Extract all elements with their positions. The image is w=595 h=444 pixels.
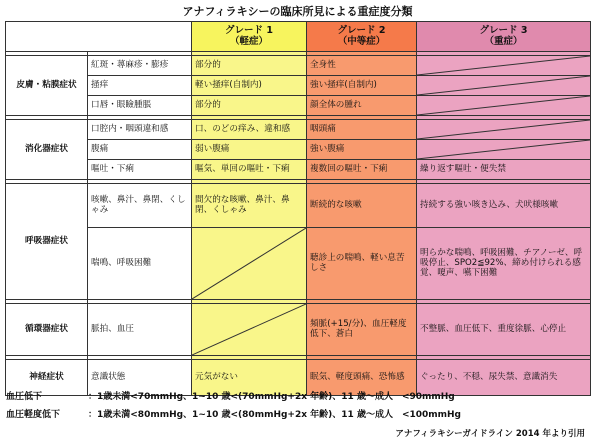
symptom-cell: 口腔内・咽頭違和感 xyxy=(88,119,192,139)
grade1-cell: 元気がない xyxy=(192,359,307,395)
table-row xyxy=(6,95,591,115)
header-row xyxy=(6,22,591,52)
grade1-cell: 部分的 xyxy=(192,95,307,115)
grade2-cell: 複数回の嘔吐・下痢 xyxy=(307,159,417,179)
grade1-cell: 口、のどの痒み、違和感 xyxy=(192,119,307,139)
severity-table xyxy=(5,21,591,396)
grade1-cell: 軽い掻痒(自制内) xyxy=(192,75,307,95)
empty-diagonal-cell xyxy=(417,55,591,75)
symptom-cell: 口唇・眼瞼腫脹 xyxy=(88,95,192,115)
table-row xyxy=(6,159,591,179)
grade1-cell: 嘔気、単回の嘔吐・下痢 xyxy=(192,159,307,179)
category-cell: 神経症状 xyxy=(6,359,88,395)
table-row xyxy=(6,227,591,299)
grade2-cell: 強い掻痒(自制内) xyxy=(307,75,417,95)
symptom-cell: 咳嗽、鼻汁、鼻閉、くしゃみ xyxy=(88,183,192,227)
grade3-cell: ぐったり、不穏、尿失禁、意識消失 xyxy=(417,359,591,395)
table-row xyxy=(6,139,591,159)
grade3-cell: 繰り返す嘔吐・便失禁 xyxy=(417,159,591,179)
bp-low-note xyxy=(6,389,455,402)
grade3-cell: 明らかな喘鳴、呼吸困難、チアノーゼ、呼吸停止、SPO2≦92%、締め付けられる感覚、嗄声、嚥下困難 xyxy=(417,227,591,299)
category-cell: 皮膚・粘膜症状 xyxy=(6,55,88,115)
empty-diagonal-cell xyxy=(417,95,591,115)
grade2-cell: 頻脈(+15/分)、血圧軽度低下、蒼白 xyxy=(307,303,417,355)
page-title: アナフィラキシーの臨床所見による重症度分類 xyxy=(182,5,413,18)
symptom-cell: 意識状態 xyxy=(88,359,192,395)
empty-diagonal-cell xyxy=(192,227,307,299)
table-row xyxy=(6,303,591,355)
category-cell: 呼吸器症状 xyxy=(6,183,88,299)
empty-diagonal-cell xyxy=(417,119,591,139)
symptom-cell: 喘鳴、呼吸困難 xyxy=(88,227,192,299)
source-citation: アナフィラキシーガイドライン 2014 年より引用 xyxy=(395,429,585,439)
empty-diagonal-cell xyxy=(417,75,591,95)
symptom-cell: 紅斑・蕁麻疹・膨疹 xyxy=(88,55,192,75)
grade3-cell: 不整脈、血圧低下、重度徐脈、心停止 xyxy=(417,303,591,355)
symptom-cell: 掻痒 xyxy=(88,75,192,95)
grade2-cell: 断続的な咳嗽 xyxy=(307,183,417,227)
grade1-cell: 部分的 xyxy=(192,55,307,75)
grade1-cell: 弱い腹痛 xyxy=(192,139,307,159)
bp-mild-label: 血圧軽度低下 xyxy=(6,410,61,420)
bp-mild-note xyxy=(6,407,461,420)
empty-diagonal-cell xyxy=(417,139,591,159)
header-blank xyxy=(6,22,192,52)
grade2-cell: 眠気、軽度頭痛、恐怖感 xyxy=(307,359,417,395)
grade2-header: グレード 2 （中等症） xyxy=(307,22,417,52)
grade2-cell: 全身性 xyxy=(307,55,417,75)
grade2-cell: 聴診上の喘鳴、軽い息苦しさ xyxy=(307,227,417,299)
grade3-header: グレード 3 （重症） xyxy=(417,22,591,52)
grade3-cell: 持続する強い咳き込み、犬吠様咳嗽 xyxy=(417,183,591,227)
symptom-cell: 脈拍、血圧 xyxy=(88,303,192,355)
grade2-cell: 顔全体の腫れ xyxy=(307,95,417,115)
table-row xyxy=(6,183,591,227)
bp-mild-text: ：1歳未満<80mmHg、1~10 歳<(80mmHg+2x 年齢)、11 歳～成人 <100mmHg xyxy=(88,410,461,420)
category-cell: 循環器症状 xyxy=(6,303,88,355)
table-row xyxy=(6,55,591,75)
table-row xyxy=(6,75,591,95)
grade2-cell: 強い腹痛 xyxy=(307,139,417,159)
grade2-cell: 咽頭痛 xyxy=(307,119,417,139)
grade1-cell: 間欠的な咳嗽、鼻汁、鼻閉、くしゃみ xyxy=(192,183,307,227)
table-row xyxy=(6,119,591,139)
symptom-cell: 嘔吐・下痢 xyxy=(88,159,192,179)
bp-low-label: 血圧低下 xyxy=(6,392,43,402)
grade1-header: グレード 1 （軽症） xyxy=(192,22,307,52)
empty-diagonal-cell xyxy=(192,303,307,355)
bp-low-text: ：1歳未満<70mmHg、1~10 歳<(70mmHg+2x 年齢)、11 歳～成人 <90mmHg xyxy=(88,392,455,402)
category-cell: 消化器症状 xyxy=(6,119,88,179)
symptom-cell: 腹痛 xyxy=(88,139,192,159)
